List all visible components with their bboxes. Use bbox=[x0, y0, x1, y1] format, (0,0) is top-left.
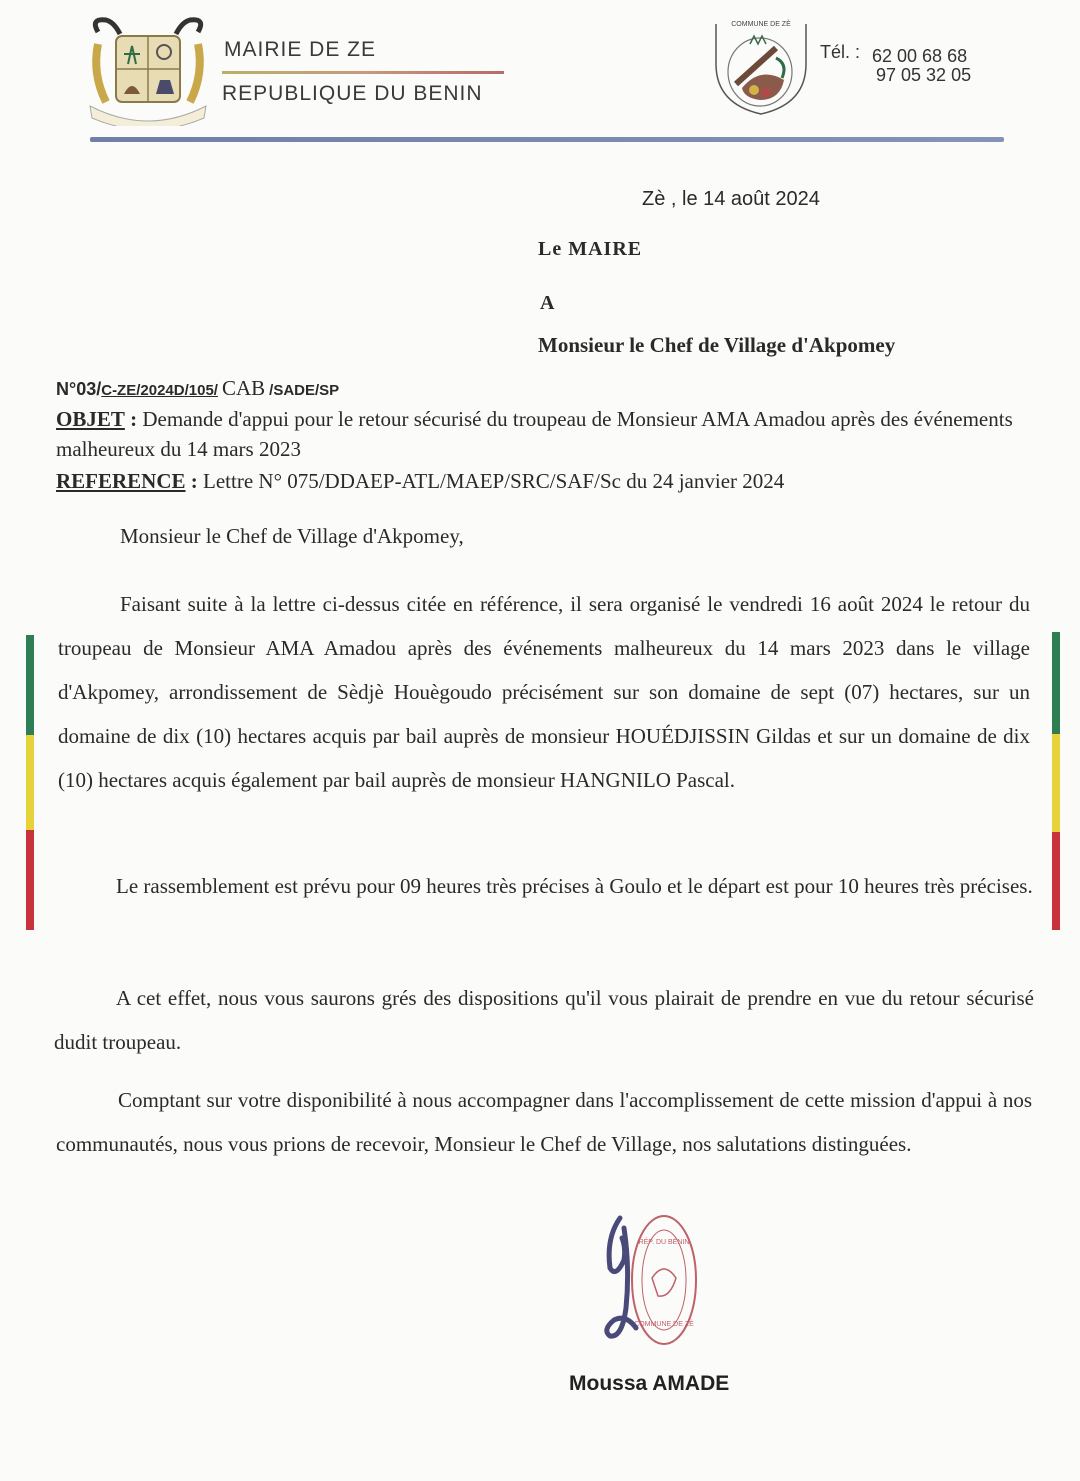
telephone-number-1: 62 00 68 68 bbox=[872, 46, 968, 66]
svg-text:COMMUNE DE ZÈ: COMMUNE DE ZÈ bbox=[731, 21, 791, 28]
mairie-heading: MAIRIE DE ZE bbox=[224, 38, 377, 61]
reference-block: REFERENCE : Lettre N° 075/DDAEP-ATL/MAEP/SRC/SAF/Sc du 24 janvier 2024 bbox=[56, 469, 785, 493]
signature-and-stamp bbox=[596, 1208, 706, 1354]
number-code: C-ZE/2024D/105/ bbox=[101, 382, 218, 399]
objet-text: Demande d'appui pour le retour sécurisé du troupeau de Monsieur AMA Amadou après des événements malheureux du 14 mars 2023 bbox=[56, 407, 1013, 461]
paragraph-3: A cet effet, nous vous saurons grés des dispositions qu'il vous plairait de prendre en vue du retour sécurisé dudit troupeau. bbox=[54, 986, 1034, 1054]
objet-label: OBJET bbox=[56, 407, 125, 431]
header-bottom-rule bbox=[90, 137, 1004, 142]
telephone-label: Tél. : bbox=[820, 42, 861, 62]
place-date: Zè , le 14 août 2024 bbox=[642, 188, 820, 210]
commune-seal bbox=[706, 14, 816, 118]
telephone-number-2: 97 05 32 05 bbox=[876, 65, 972, 85]
salutation: Monsieur le Chef de Village d'Akpomey, bbox=[120, 524, 464, 548]
svg-text:RÉP. DU BÉNIN: RÉP. DU BÉNIN bbox=[638, 1239, 690, 1246]
header-divider bbox=[222, 71, 504, 74]
recipient-prefix: A bbox=[540, 292, 555, 314]
number-cab: CAB bbox=[221, 376, 266, 400]
paragraph-4: Comptant sur votre disponibilité à nous accompagner dans l'accomplissement de cette mission d'appui à nos communautés, nous vous prions de recevoir, Monsieur le Chef de Village, nos salutations distinguées. bbox=[56, 1088, 1032, 1156]
paragraph-1: Faisant suite à la lettre ci-dessus citée en référence, il sera organisé le vendredi 16 août 2024 le retour du troupeau de Monsieur AMA Amadou après des événements malheureux du 14 mars 2023 dans le village d'Akpomey, arrondissement de Sèdjè Houègoudo précisément sur son domaine de sept (07) hectares, sur un domaine de dix (10) hectares acquis par bail auprès de monsieur HOUÉDJISSIN Gildas et sur un domaine de dix (10) hectares acquis également par bail auprès de monsieur HANGNILO Pascal. bbox=[58, 592, 1030, 792]
flag-strip-right bbox=[1052, 632, 1060, 930]
svg-text:COMMUNE DE ZÈ: COMMUNE DE ZÈ bbox=[634, 1321, 694, 1328]
signatory-name: Moussa AMADE bbox=[569, 1372, 730, 1395]
objet-block: OBJET : Demande d'appui pour le retour sécurisé du troupeau de Monsieur AMA Amadou après des événements malheureux du 14 mars 2023 bbox=[56, 407, 1013, 461]
letter-number bbox=[56, 376, 339, 401]
number-prefix: N°03/ bbox=[56, 379, 102, 399]
reference-label: REFERENCE bbox=[56, 469, 186, 493]
reference-text: Lettre N° 075/DDAEP-ATL/MAEP/SRC/SAF/Sc du 24 janvier 2024 bbox=[203, 469, 785, 493]
sender-title: Le MAIRE bbox=[538, 238, 643, 260]
recipient: Monsieur le Chef de Village d'Akpomey bbox=[538, 333, 896, 357]
benin-coat-of-arms bbox=[84, 14, 212, 126]
number-suffix: /SADE/SP bbox=[269, 382, 340, 399]
flag-strip-left bbox=[26, 635, 34, 930]
paragraph-2: Le rassemblement est prévu pour 09 heures très précises à Goulo et le départ est pour 10 heures très précises. bbox=[116, 874, 1033, 898]
republique-heading: REPUBLIQUE DU BENIN bbox=[222, 82, 483, 105]
